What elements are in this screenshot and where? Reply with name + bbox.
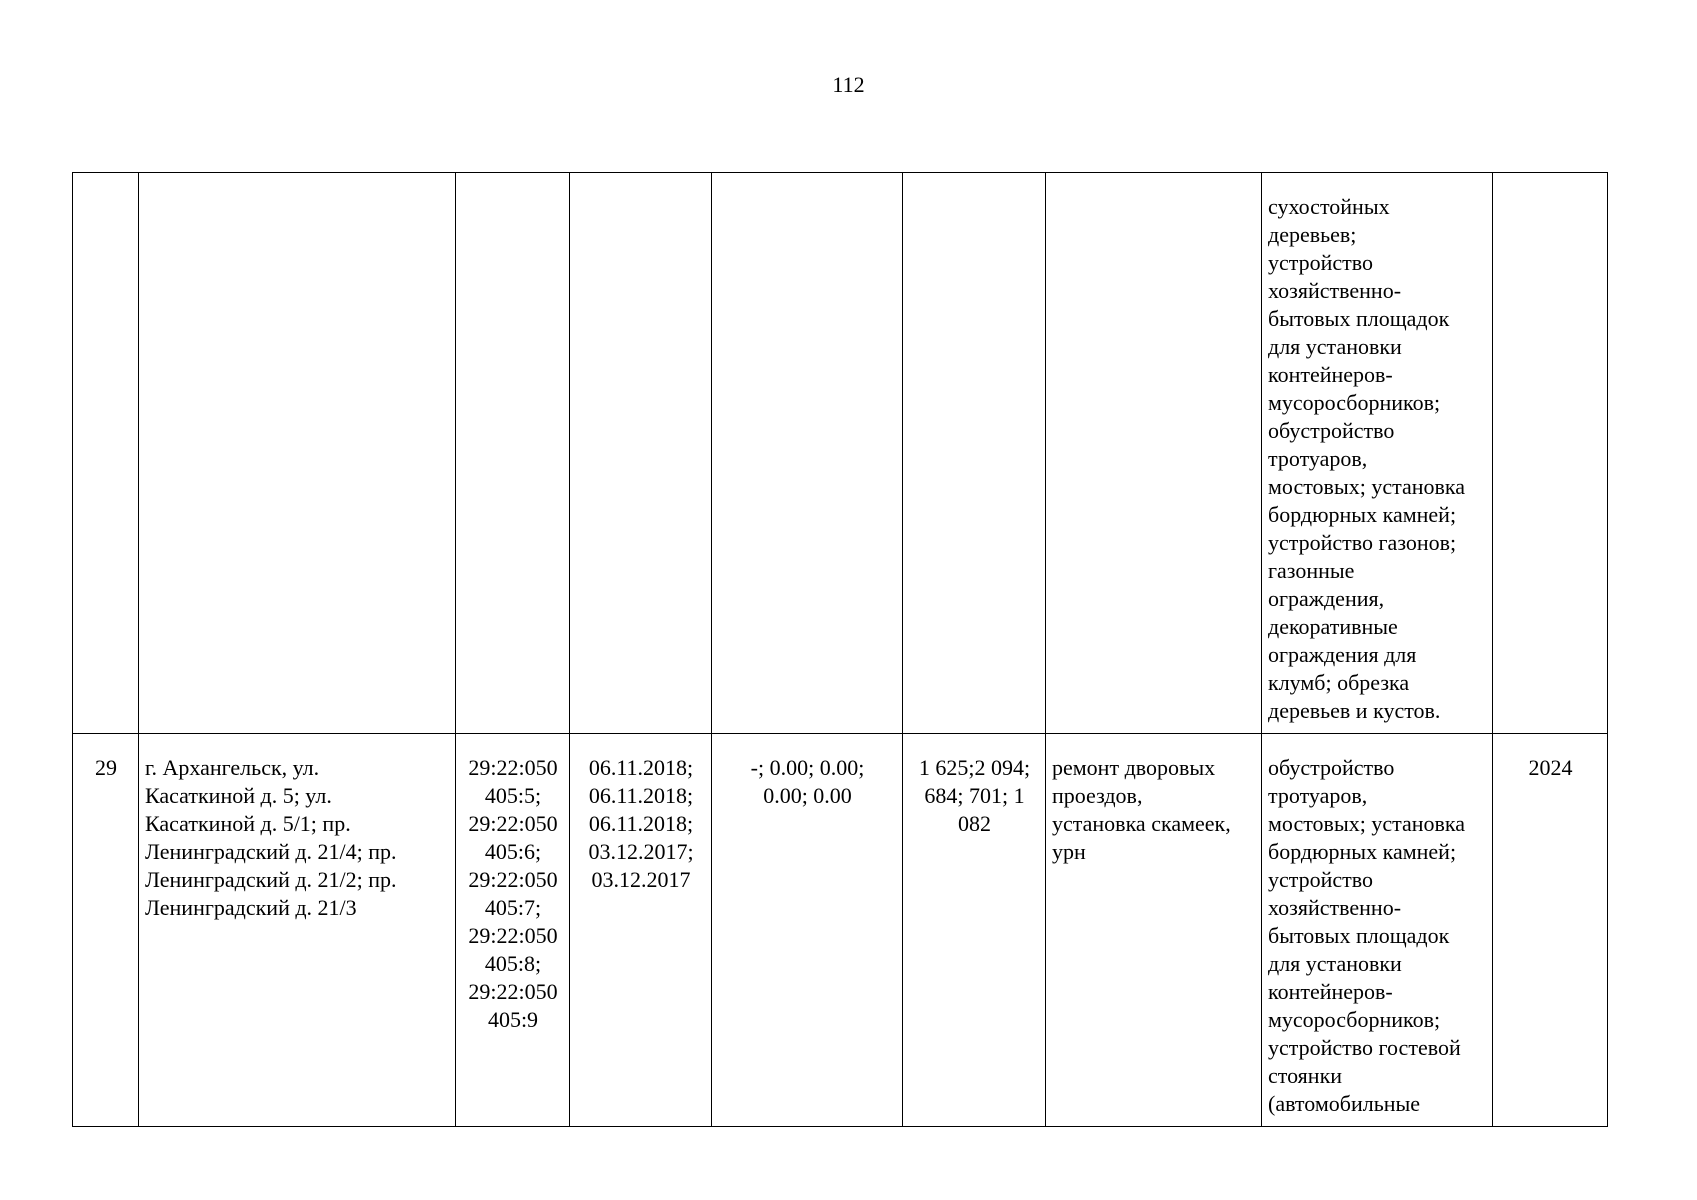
cell-min-works bbox=[1046, 173, 1262, 734]
text-line: 03.12.2017 bbox=[591, 867, 691, 892]
text-line: устройство bbox=[1268, 867, 1374, 892]
text-line: ремонт дворовых bbox=[1052, 755, 1216, 780]
page-number: 112 bbox=[832, 72, 865, 97]
text-line: Ленинградский д. 21/2; пр. bbox=[145, 867, 397, 892]
text-line: контейнеров- bbox=[1268, 362, 1393, 387]
text-line: 1 625;2 094; bbox=[918, 755, 1031, 780]
text-line: бордюрных камней; bbox=[1268, 502, 1457, 527]
cell-year: 2024 bbox=[1493, 734, 1608, 1127]
text-line: хозяйственно- bbox=[1268, 278, 1402, 303]
text-line: для установки bbox=[1268, 334, 1402, 359]
cell-extra-works bbox=[1262, 734, 1493, 1127]
text-line: 405:8; bbox=[484, 951, 542, 976]
text-line: для установки bbox=[1268, 951, 1402, 976]
text-line: проездов, bbox=[1052, 783, 1143, 808]
text-line: деревьев; bbox=[1268, 222, 1357, 247]
text-line: 29:22:050 bbox=[468, 867, 558, 892]
cell-address bbox=[139, 173, 456, 734]
text-line: мусоросборников; bbox=[1268, 390, 1441, 415]
text-line: 29:22:050 bbox=[468, 923, 558, 948]
text-line: установка скамеек, bbox=[1052, 811, 1231, 836]
text-line: Касаткиной д. 5/1; пр. bbox=[145, 811, 351, 836]
text-line: деревьев и кустов. bbox=[1268, 698, 1441, 723]
text-line: 082 bbox=[958, 811, 991, 836]
text-line: хозяйственно- bbox=[1268, 895, 1402, 920]
text-line: клумб; обрезка bbox=[1268, 670, 1410, 695]
text-line: (автомобильные bbox=[1268, 1091, 1421, 1116]
data-table bbox=[72, 172, 1608, 1127]
text-line: -; 0.00; 0.00; bbox=[750, 755, 865, 780]
text-line: декоративные bbox=[1268, 614, 1398, 639]
text-line: контейнеров- bbox=[1268, 979, 1393, 1004]
text-line: 06.11.2018; bbox=[588, 783, 694, 808]
text-line: ограждения для bbox=[1268, 642, 1417, 667]
text-line: 03.12.2017; bbox=[588, 839, 694, 864]
cell-values bbox=[712, 734, 903, 1127]
cell-dates bbox=[570, 173, 712, 734]
text-line: 29:22:050 bbox=[468, 811, 558, 836]
cell-number bbox=[73, 173, 139, 734]
cell-min-works bbox=[1046, 734, 1262, 1127]
text-line: Ленинградский д. 21/3 bbox=[145, 895, 357, 920]
text-line: 405:5; bbox=[484, 783, 542, 808]
cell-values bbox=[712, 173, 903, 734]
text-line: устройство bbox=[1268, 250, 1374, 275]
cell-number: 29 bbox=[73, 734, 139, 1127]
text-line: 684; 701; 1 bbox=[924, 783, 1025, 808]
text-line: обустройство bbox=[1268, 755, 1395, 780]
text-line: мусоросборников; bbox=[1268, 1007, 1441, 1032]
text-line: бытовых площадок bbox=[1268, 923, 1450, 948]
text-line: мостовых; установка bbox=[1268, 474, 1466, 499]
text-line: сухостойных bbox=[1268, 194, 1390, 219]
cell-cadastral bbox=[456, 173, 570, 734]
text-line: 29:22:050 bbox=[468, 755, 558, 780]
text-line: мостовых; установка bbox=[1268, 811, 1466, 836]
cell-year bbox=[1493, 173, 1608, 734]
text-line: Касаткиной д. 5; ул. bbox=[145, 783, 332, 808]
text-line: 29:22:050 bbox=[468, 979, 558, 1004]
cell-areas bbox=[903, 173, 1046, 734]
text-line: 405:6; bbox=[484, 839, 542, 864]
table-row-continuation bbox=[73, 173, 1608, 734]
text-line: обустройство bbox=[1268, 418, 1395, 443]
text-line: устройство газонов; bbox=[1268, 530, 1457, 555]
text-line: тротуаров, bbox=[1268, 446, 1368, 471]
text-line: стоянки bbox=[1268, 1063, 1343, 1088]
text-line: ограждения, bbox=[1268, 586, 1385, 611]
text-line: 06.11.2018; bbox=[588, 755, 694, 780]
table-row-29 bbox=[73, 734, 1608, 1127]
cell-dates bbox=[570, 734, 712, 1127]
text-line: тротуаров, bbox=[1268, 783, 1368, 808]
text-line: устройство гостевой bbox=[1268, 1035, 1461, 1060]
text-line: бытовых площадок bbox=[1268, 306, 1450, 331]
text-line: бордюрных камней; bbox=[1268, 839, 1457, 864]
text-line: г. Архангельск, ул. bbox=[145, 755, 320, 780]
text-line: Ленинградский д. 21/4; пр. bbox=[145, 839, 397, 864]
text-line: 06.11.2018; bbox=[588, 811, 694, 836]
text-line: газонные bbox=[1268, 558, 1355, 583]
text-line: 405:9 bbox=[487, 1007, 539, 1032]
cell-areas bbox=[903, 734, 1046, 1127]
text-line: урн bbox=[1052, 839, 1086, 864]
cell-extra-works bbox=[1262, 173, 1493, 734]
cell-address bbox=[139, 734, 456, 1127]
text-line: 0.00; 0.00 bbox=[763, 783, 852, 808]
cell-cadastral bbox=[456, 734, 570, 1127]
text-line: 405:7; bbox=[484, 895, 542, 920]
